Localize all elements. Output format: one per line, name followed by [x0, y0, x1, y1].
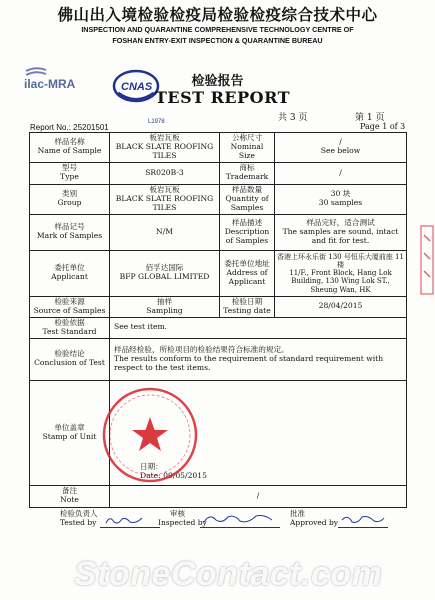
- field-value: 香港上环永乐街 130 号恒乐大厦前座 11 楼 11/F., Front Block, Hang Lok Building, 130 Wing Lok ST., Sheung Wan, HK: [275, 250, 407, 296]
- inspected-by-signature-line: [200, 518, 280, 528]
- header-title-cn: 佛山出入境检验检疫局检验检疫综合技术中心: [57, 5, 378, 24]
- field-value: SR020B-3: [110, 162, 220, 184]
- inspected-by-signature: [200, 512, 280, 526]
- report-number: Report No.: 25201501: [30, 123, 109, 132]
- stamp-area: 日期： Date: 09/05/2015: [110, 380, 407, 485]
- table-row: [30, 338, 407, 380]
- field-label: 备注 Note: [30, 485, 110, 507]
- report-title-cn: 检验报告: [191, 74, 244, 89]
- official-red-stamp: [100, 385, 200, 485]
- field-label: 样品记号 Mark of Samples: [30, 214, 110, 250]
- field-label: 型号 Type: [30, 162, 110, 184]
- field-label: 商标 Trademark: [220, 162, 275, 184]
- inspected-by-label: Inspected by: [158, 518, 207, 527]
- table-row: [30, 296, 407, 317]
- approved-by-signature: [338, 512, 388, 526]
- field-value: See test item.: [110, 317, 407, 338]
- tested-by-label-cn: 检验负责人: [60, 509, 98, 518]
- field-value: 佰孚达国际 BFP GLOBAL LIMITED: [110, 250, 220, 296]
- field-value: 28/04/2015: [275, 296, 407, 317]
- tested-by-signature-line: [100, 518, 160, 528]
- approved-by-label-cn: 批准: [290, 509, 305, 518]
- ilac-logo-text: ilac-MRA: [24, 77, 76, 91]
- field-label: 检验来源 Source of Samples: [30, 296, 110, 317]
- page-count-en: Page 1 of 3: [360, 122, 406, 131]
- field-value: 样品完好，适合测试 The samples are sound, intact and fit for test.: [275, 214, 407, 250]
- table-row: [30, 485, 407, 507]
- field-label: 样品数量 Quantity of Samples: [220, 184, 275, 214]
- table-row: [30, 250, 407, 296]
- report-title-en: TEST REPORT: [155, 88, 291, 107]
- table-row: [30, 133, 407, 163]
- cnas-accreditation-number: L1978: [148, 119, 165, 125]
- table-row: [30, 214, 407, 250]
- field-label: 样品名称 Name of Sample: [30, 133, 110, 163]
- field-label: 检验结论 Conclusion of Test: [30, 338, 110, 380]
- page-total-cn: 共 3 页: [278, 113, 308, 123]
- table-row: [30, 162, 407, 184]
- inspected-by-label-cn: 审核: [170, 509, 185, 518]
- field-value: 30 块 30 samples: [275, 184, 407, 214]
- field-value: 板岩瓦板 BLACK SLATE ROOFING TILES: [110, 184, 220, 214]
- field-value: /: [275, 162, 407, 184]
- field-label: 检验依据 Test Standard: [30, 317, 110, 338]
- side-seam-stamp: [420, 225, 434, 295]
- field-value: /: [110, 485, 407, 507]
- header-title-en-line2: FOSHAN ENTRY-EXIT INSPECTION & QUARANTINE BUREAU: [112, 36, 323, 45]
- field-value: 板岩瓦板 BLACK SLATE ROOFING TILES: [110, 133, 220, 163]
- field-value: 样品经检验，所检项目的检验结果符合标准的规定。 The results conform to the requirement of standard requirement with respect to the test items.: [110, 338, 407, 380]
- field-value: 抽样 Sampling: [110, 296, 220, 317]
- approved-by-signature-line: [338, 518, 388, 528]
- field-label: 公称尺寸 Nominal Size: [220, 133, 275, 163]
- field-label: 检验日期 Testing date: [220, 296, 275, 317]
- table-row: [30, 380, 407, 485]
- table-row: [30, 184, 407, 214]
- field-label: 样品描述 Description of Samples: [220, 214, 275, 250]
- field-label: 委托单位 Applicant: [30, 250, 110, 296]
- field-label: 委托单位地址 Address of Applicant: [220, 250, 275, 296]
- field-label: 类别 Group: [30, 184, 110, 214]
- tested-by-signature: [100, 513, 160, 527]
- tested-by-label: Tested by: [60, 518, 97, 527]
- approved-by-label: Approved by: [290, 518, 339, 527]
- table-row: [30, 317, 407, 338]
- field-label: 单位盖章 Stamp of Unit: [30, 380, 110, 485]
- watermark: StoneContact.com: [74, 555, 383, 593]
- report-table: [29, 132, 407, 508]
- field-value: N/M: [110, 214, 220, 250]
- page-current-cn: 第 1 页: [355, 113, 385, 123]
- field-value: / See below: [275, 133, 407, 163]
- header-title-en-line1: INSPECTION AND QUARANTINE COMPREHENSIVE TECHNOLOGY CENTRE OF: [81, 25, 354, 34]
- cnas-logo-text: CNAS: [121, 81, 153, 93]
